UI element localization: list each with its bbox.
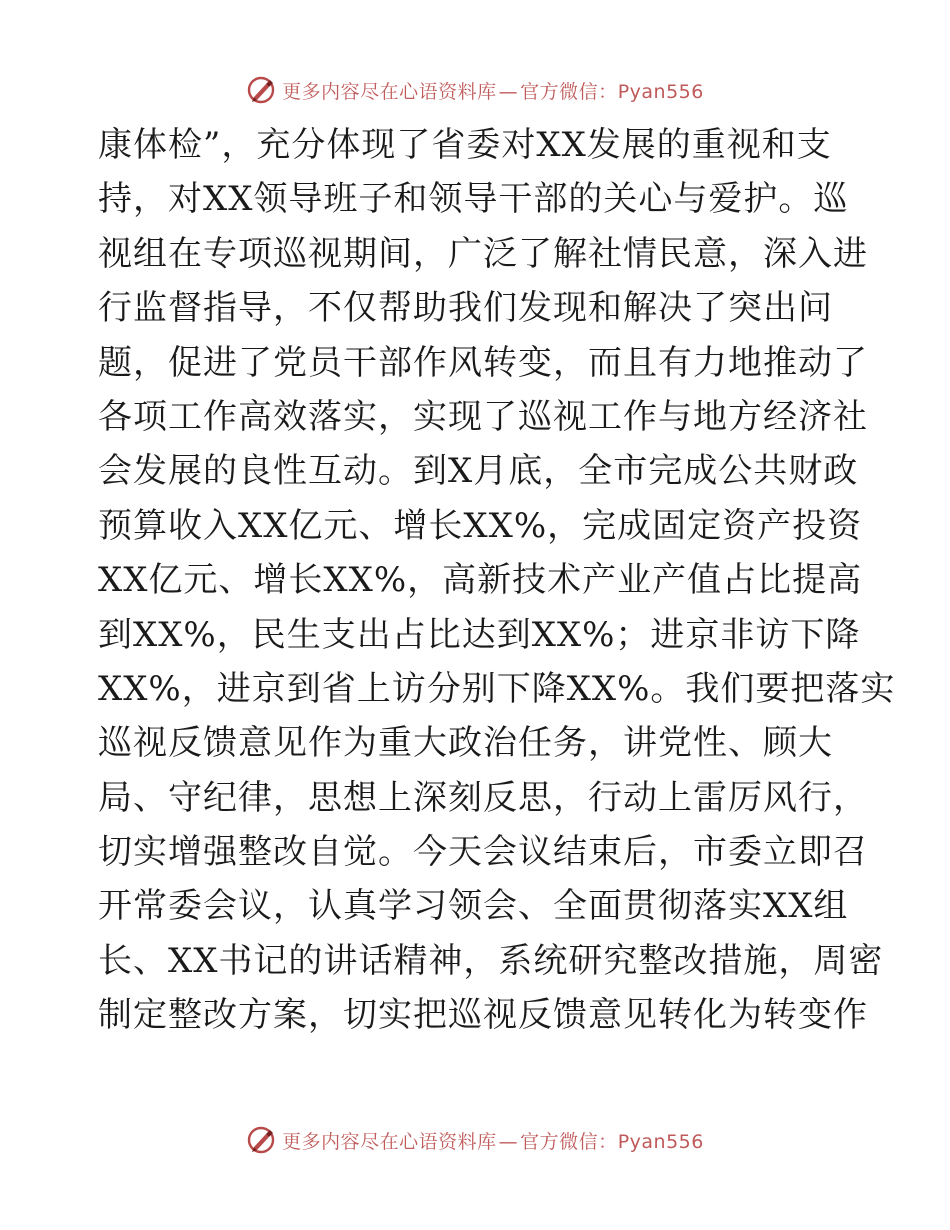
watermark-wechat-label: 官方微信： [520, 80, 618, 103]
body-line: 行监督指导，不仅帮助我们发现和解决了突出问 [98, 288, 833, 329]
body-line: 制定整改方案，切实把巡视反馈意见转化为转变作 [98, 995, 868, 1036]
watermark-wechat-id: Pyan556 [617, 1130, 704, 1153]
body-line: 切实增强整改自觉。今天会议结束后，市委立即召 [98, 832, 868, 873]
document-body [98, 118, 896, 1043]
body-line: 视组在专项巡视期间，广泛了解社情民意，深入进 [98, 233, 868, 274]
body-line: 持，对XX领导班子和领导干部的关心与爱护。巡 [98, 179, 849, 220]
body-line: 开常委会议，认真学习领会、全面贯彻落实XX组 [98, 886, 849, 927]
watermark-separator: — [498, 80, 519, 103]
body-line: 长、XX书记的讲话精神，系统研究整改措施，周密 [98, 940, 884, 981]
watermark-brand: 更多内容尽在心语资料库 [282, 80, 497, 103]
body-line: XX亿元、增长XX%，高新技术产业产值占比提高 [98, 560, 863, 601]
footer-watermark [0, 1120, 950, 1160]
header-watermark [0, 70, 950, 110]
watermark-wechat-id: Pyan556 [617, 80, 704, 103]
pen-logo-icon [246, 75, 276, 105]
body-line: 题，促进了党员干部作风转变，而且有力地推动了 [98, 342, 868, 383]
body-line: 预算收入XX亿元、增长XX%，完成固定资产投资 [98, 505, 863, 546]
watermark-text [282, 1127, 704, 1154]
watermark-separator: — [498, 1130, 519, 1153]
body-line: 到XX%，民生支出占比达到XX%；进京非访下降 [98, 614, 861, 655]
watermark-wechat-label: 官方微信： [520, 1130, 618, 1153]
body-line: XX%，进京到省上访分别下降XX%。我们要把落实 [98, 668, 896, 709]
body-line: 康体检”，充分体现了省委对XX发展的重视和支 [98, 125, 832, 165]
body-line: 局、守纪律，思想上深刻反思，行动上雷厉风行， [98, 777, 868, 818]
watermark-brand: 更多内容尽在心语资料库 [282, 1130, 497, 1153]
watermark-text [282, 77, 704, 104]
body-line: 巡视反馈意见作为重大政治任务，讲党性、顾大 [98, 723, 833, 764]
pen-logo-icon [246, 1125, 276, 1155]
body-line: 会发展的良性互动。到X月底，全市完成公共财政 [98, 451, 859, 492]
body-line: 各项工作高效落实，实现了巡视工作与地方经济社 [98, 396, 868, 437]
